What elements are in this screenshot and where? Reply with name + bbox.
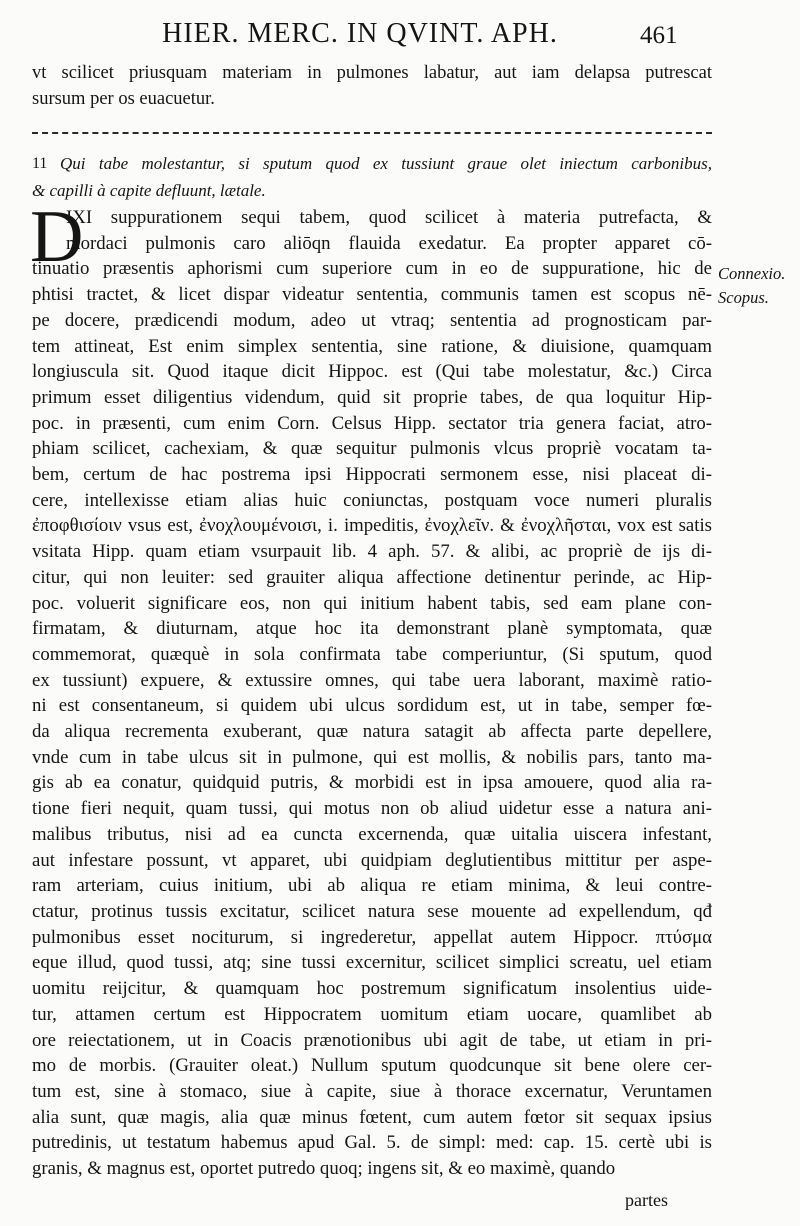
carryover-paragraph <box>32 60 712 112</box>
commentary-line: ex tussiunt) expuere, & extussire omnes, qui tabe uera laborant, maximè ratio- <box>32 669 712 691</box>
commentary-line: bem, certum de hac postrema ipsi Hippocrati sermonem esse, nisi placeat di- <box>32 464 712 486</box>
commentary-line: primum esset diligentius videndum, quid sit proprie tabes, de qua loquitur Hip- <box>32 386 712 408</box>
commentary-line: IXI suppurationem sequi tabem, quod scilicet à materia putrefacta, & <box>66 207 712 228</box>
commentary-line: uomitu reijcitur, & quamquam hoc postremum significatum insolentius uide- <box>32 978 712 1000</box>
commentary-line: ni est consentaneum, si quidem ubi ulcus sordidum est, ut in tabe, semper fœ- <box>32 695 712 717</box>
commentary-line: tur, attamen certum est Hippocratem uomitum etiam uocare, quamlibet ab <box>32 1003 712 1025</box>
aphorism-line: Qui tabe molestantur, si sputum quod ex tussiunt graue olet iniectum carbonibus, <box>60 154 712 173</box>
commentary-line: tum est, sine à stomaco, siue à capite, siue à thorace excernatur, Veruntamen <box>32 1080 712 1102</box>
commentary-line: mo de morbis. (Grauiter oleat.) Nullum sputum quodcunque sit bene olere cer- <box>32 1055 712 1077</box>
commentary-line: putredinis, ut testatum habemus apud Gal. 5. de simpl: med: cap. 15. certè ubi is <box>32 1132 712 1154</box>
commentary-line: pe docere, prædicendi modum, adeo ut vtraq; sententia ad prognosticam par- <box>32 309 712 331</box>
aphorism-text <box>32 150 712 204</box>
aphorism-number: 11 <box>32 155 48 172</box>
marginal-note-connexio: Connexio. <box>718 264 786 283</box>
commentary-line: poc. in præsenti, cum enim Corn. Celsus Hipp. sectator tria genera faciat, atro- <box>32 412 712 434</box>
commentary-line: phiam scilicet, cachexiam, & quæ sequitur pulmonis vlcus propriè vocatam ta- <box>32 438 712 460</box>
commentary-line: firmatam, & diuturnam, atque hoc ita demonstrant planè symptomata, quæ <box>32 618 712 640</box>
marginal-note-scopus: Scopus. <box>718 288 769 307</box>
commentary-line: ram arteriam, cuius initium, ubi ab aliqua re etiam minima, & leui contre- <box>32 875 712 897</box>
commentary-line: commemorat, quæquè in sola confirmata tabe comperiuntur, (Si sputum, quod <box>32 643 712 665</box>
text-line: vt scilicet priusquam materiam in pulmones labatur, aut iam delapsa putrescat <box>32 63 712 83</box>
commentary-line: pulmonibus esset nociturum, si ingrederetur, appellat autem Hippocr. πτύσμα <box>32 926 712 948</box>
marginal-notes <box>718 262 785 310</box>
commentary-line: phtisi tractet, & licet dispar videatur sententia, communis tamen est scopus nē- <box>32 284 712 306</box>
commentary-line: citur, qui non leuiter: sed grauiter aliqua affectione detinentur perinde, ac Hip- <box>32 566 712 588</box>
commentary-line: aut infestare possunt, vt apparet, ubi quidpiam deglutientibus mittitur per aspe- <box>32 849 712 871</box>
commentary-line: tione fieri nequit, quam tussi, qui motus non ob aliud uidetur esse a natura ani- <box>32 798 712 820</box>
commentary-line: cere, intellexisse etiam alias huic coniunctas, postquam voce numeri pluralis <box>32 489 712 511</box>
commentary-line: poc. voluerit significare eos, non qui initium habent tabis, sed eam plane con- <box>32 592 712 614</box>
commentary-line: tinuatio præsentis aphorismi cum superiore cum in eo de suppuratione, hic de <box>32 258 712 280</box>
commentary-line: granis, & magnus est, oportet putredo quoq; ingens sit, & eo maximè, quando <box>32 1158 616 1180</box>
commentary-line: da aliqua recrementa exuberant, quæ natura satagit ab affecta parte depellere, <box>32 721 712 743</box>
commentary-line: vnde cum in tabe ulcus sit in pulmone, qui est mollis, & nobilis pars, tanto ma- <box>32 746 712 768</box>
commentary-line: ἐποφθισίοιν vsus est, ἐνοχλουμένοισι, i. impeditis, ἐνοχλεῖν. & ἐνοχλῆσται, vox est satis <box>32 515 712 537</box>
drop-cap: D <box>30 196 84 278</box>
commentary-line: gis ab ea conatur, quidquid putris, & morbidi est in ipsa amouere, quod alia ra- <box>32 772 712 794</box>
commentary-line: eque illud, quod tussi, atq; sine tussi excernitur, scilicet simplici screatu, uel etiam <box>32 952 712 974</box>
catchword: partes <box>625 1190 668 1210</box>
commentary-line: ore reiectationem, ut in Coacis prænotionibus ubi agit de tabe, ut etiam in pri- <box>32 1029 712 1051</box>
commentary-line: ctatur, protinus tussis excitatur, scilicet natura sese mouente ad expellendum, qđ <box>32 900 712 922</box>
commentary-line: alia sunt, quæ magis, alia quæ minus fœtent, cum autem fœtor sit sequax ipsius <box>32 1106 712 1128</box>
text-line: sursum per os euacuetur. <box>32 89 215 109</box>
commentary-text <box>32 205 712 1182</box>
commentary-line: vsitata Hipp. quam etiam vsurpauit lib. 4 aph. 57. & alibi, ac propriè de ijs di- <box>32 541 712 563</box>
commentary-line: mordaci pulmonis caro aliōqn flauida exedatur. Ea propter apparet cō- <box>66 232 712 254</box>
section-divider <box>32 132 712 134</box>
commentary-line: longiuscula sit. Quod itaque dicit Hippoc. est (Qui tabe molestatur, &c.) Circa <box>32 361 712 383</box>
commentary-line: tem attineat, Est enim simplex sententia, sine ratione, & diuisione, quamquam <box>32 335 712 357</box>
aphorism-line: & capilli à capite defluunt, lætale. <box>32 181 266 200</box>
running-title: HIER. MERC. IN QVINT. APH. <box>162 18 558 49</box>
page-number: 461 <box>640 22 678 49</box>
commentary-line: malibus tributus, nisi ad ea cuncta excernenda, quæ uitalia uiscera infestant, <box>32 823 712 845</box>
